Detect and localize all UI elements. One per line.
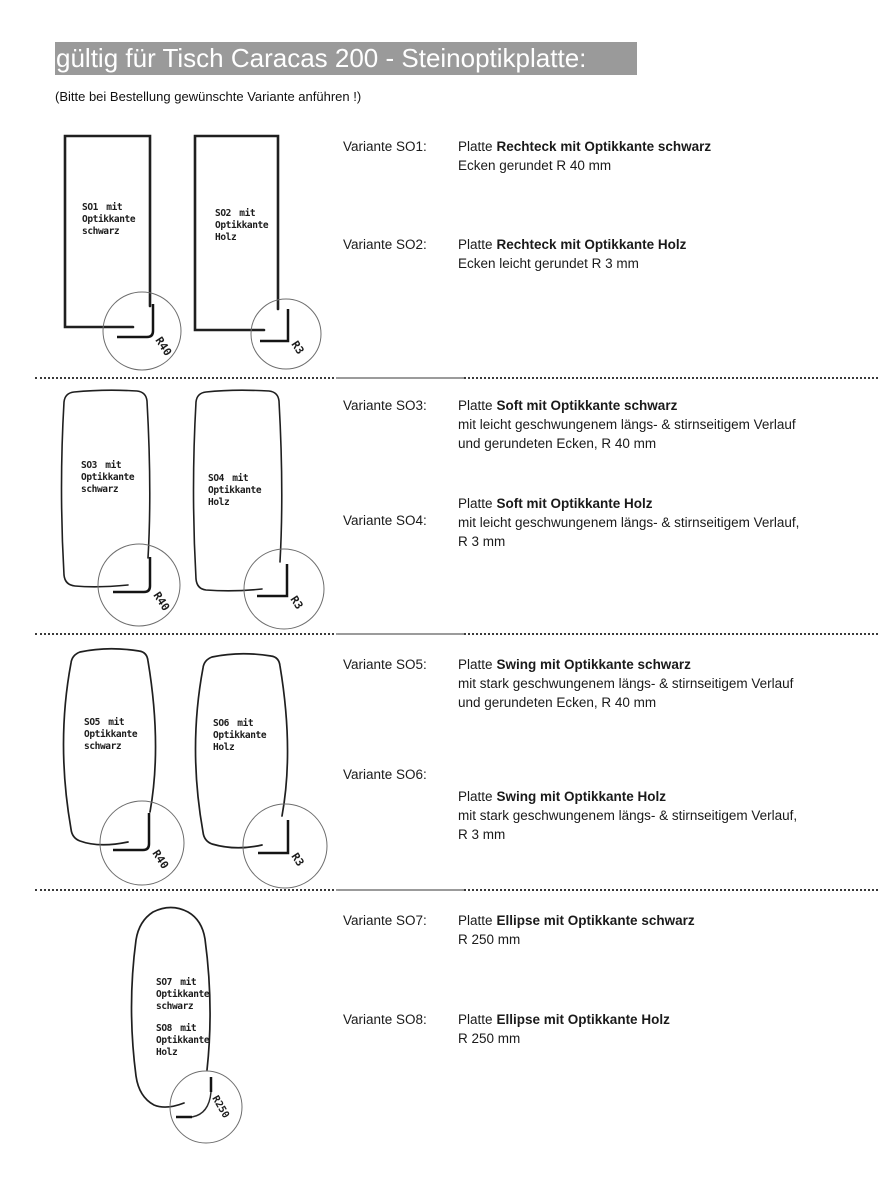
variant-label-so7: Variante SO7: (343, 913, 427, 928)
so8-label-line-3: Holz (156, 1047, 178, 1058)
so1-label-line-2: Optikkante (82, 214, 136, 225)
desc-line: Platte Swing mit Optikkante schwarz (458, 657, 691, 672)
so1-magnifier-circle (103, 292, 181, 370)
variant-desc-so6 (458, 787, 797, 844)
so3-label-line-1: SO3 mit (81, 460, 122, 471)
so3-label-line-2: Optikkante (81, 472, 135, 483)
so2-radius-label: R3 (288, 338, 307, 357)
so3-label-line-3: schwarz (81, 484, 119, 495)
so4-corner-detail (257, 564, 287, 596)
so5-radius-label: R40 (149, 847, 172, 872)
so3-magnifier-circle (98, 544, 180, 626)
desc-line: mit leicht geschwungenem längs- & stirnseitigem Verlauf (458, 417, 796, 432)
variant-label-so5: Variante SO5: (343, 657, 427, 672)
desc-line: und gerundeten Ecken, R 40 mm (458, 436, 657, 451)
so4-label-line-2: Optikkante (208, 485, 262, 496)
so1-label-line-3: schwarz (82, 226, 120, 237)
desc-line: und gerundeten Ecken, R 40 mm (458, 695, 657, 710)
so4-label-line-3: Holz (208, 497, 230, 508)
so5-label-line-2: Optikkante (84, 729, 138, 740)
so2-magnifier-circle (251, 299, 321, 369)
desc-line: Ecken leicht gerundet R 3 mm (458, 256, 639, 271)
so6-label-line-3: Holz (213, 742, 235, 753)
desc-line: mit leicht geschwungenem längs- & stirnseitigem Verlauf, (458, 515, 800, 530)
desc-line: Platte Rechteck mit Optikkante Holz (458, 237, 687, 252)
desc-line: mit stark geschwungenem längs- & stirnseitigem Verlauf (458, 676, 794, 691)
diagram-so3 (62, 390, 181, 626)
desc-line: Platte Ellipse mit Optikkante Holz (458, 1012, 670, 1027)
so2-label-line-3: Holz (215, 232, 237, 243)
so2-corner-detail (260, 309, 288, 341)
so5-magnifier-circle (100, 801, 184, 885)
so6-plate-outline (196, 654, 288, 848)
so1-radius-label: R40 (152, 334, 175, 359)
variant-label-so6: Variante SO6: (343, 767, 427, 782)
section-divider-1 (35, 377, 878, 379)
diagram-so1 (65, 136, 181, 370)
desc-line: Platte Swing mit Optikkante Holz (458, 789, 667, 804)
desc-line: Platte Soft mit Optikkante schwarz (458, 398, 678, 413)
desc-line: R 3 mm (458, 534, 506, 549)
so7-label-line-3: schwarz (156, 1001, 194, 1012)
order-note: (Bitte bei Bestellung gewünschte Variante anführen !) (55, 89, 362, 104)
section-divider-2 (35, 633, 878, 635)
section-divider-3 (35, 889, 878, 891)
variant-desc-so5 (458, 655, 793, 712)
so7-label-line-2: Optikkante (156, 989, 210, 1000)
variant-desc-so7 (458, 911, 695, 949)
desc-line: mit stark geschwungenem längs- & stirnseitigem Verlauf, (458, 808, 798, 823)
divider-solid-segment (336, 889, 464, 891)
so6-label-line-2: Optikkante (213, 730, 267, 741)
diagram-so5 (64, 649, 185, 885)
variant-label-so3: Variante SO3: (343, 398, 427, 413)
variant-desc-so1 (458, 137, 711, 175)
diagram-so6 (196, 654, 328, 888)
desc-line: Platte Ellipse mit Optikkante schwarz (458, 913, 695, 928)
desc-line: Platte Rechteck mit Optikkante schwarz (458, 139, 712, 154)
variant-desc-so2 (458, 235, 686, 273)
divider-solid-segment (336, 377, 464, 379)
so8-label-line-1: SO8 mit (156, 1023, 197, 1034)
page-title: gültig für Tisch Caracas 200 - Steinoptikplatte: (55, 42, 637, 75)
so1-label-line-1: SO1 mit (82, 202, 123, 213)
diagram-so4 (194, 390, 325, 629)
desc-line: R 250 mm (458, 1031, 521, 1046)
so2-label-line-2: Optikkante (215, 220, 269, 231)
desc-line: R 3 mm (458, 827, 506, 842)
so2-label-line-1: SO2 mit (215, 208, 256, 219)
so1-corner-detail (117, 304, 153, 337)
so4-label-line-1: SO4 mit (208, 473, 249, 484)
variant-desc-so3 (458, 396, 796, 453)
diagram-so2 (195, 136, 321, 369)
so3-corner-detail (113, 557, 150, 592)
so6-label-line-1: SO6 mit (213, 718, 254, 729)
so6-corner-detail (258, 820, 288, 853)
desc-line: Platte Soft mit Optikkante Holz (458, 496, 653, 511)
so6-radius-label: R3 (288, 850, 307, 869)
so7-label-line-1: SO7 mit (156, 977, 197, 988)
divider-solid-segment (336, 633, 464, 635)
desc-line: R 250 mm (458, 932, 521, 947)
so4-radius-label: R3 (287, 593, 306, 612)
variant-label-so2: Variante SO2: (343, 237, 427, 252)
variant-label-so1: Variante SO1: (343, 139, 427, 154)
variant-label-so8: Variante SO8: (343, 1012, 427, 1027)
ellipse-corner-detail-arc (192, 1092, 211, 1117)
so3-radius-label: R40 (150, 589, 173, 614)
variant-label-so4: Variante SO4: (343, 513, 427, 528)
ellipse-radius-label: R250 (209, 1094, 231, 1121)
so5-label-line-1: SO5 mit (84, 717, 125, 728)
variant-desc-so8 (458, 1010, 670, 1048)
desc-line: Ecken gerundet R 40 mm (458, 158, 612, 173)
variant-desc-so4 (458, 494, 799, 551)
so5-label-line-3: schwarz (84, 741, 122, 752)
so8-label-line-2: Optikkante (156, 1035, 210, 1046)
so2-plate-outline (195, 136, 278, 330)
diagram-so7-so8 (132, 908, 243, 1144)
